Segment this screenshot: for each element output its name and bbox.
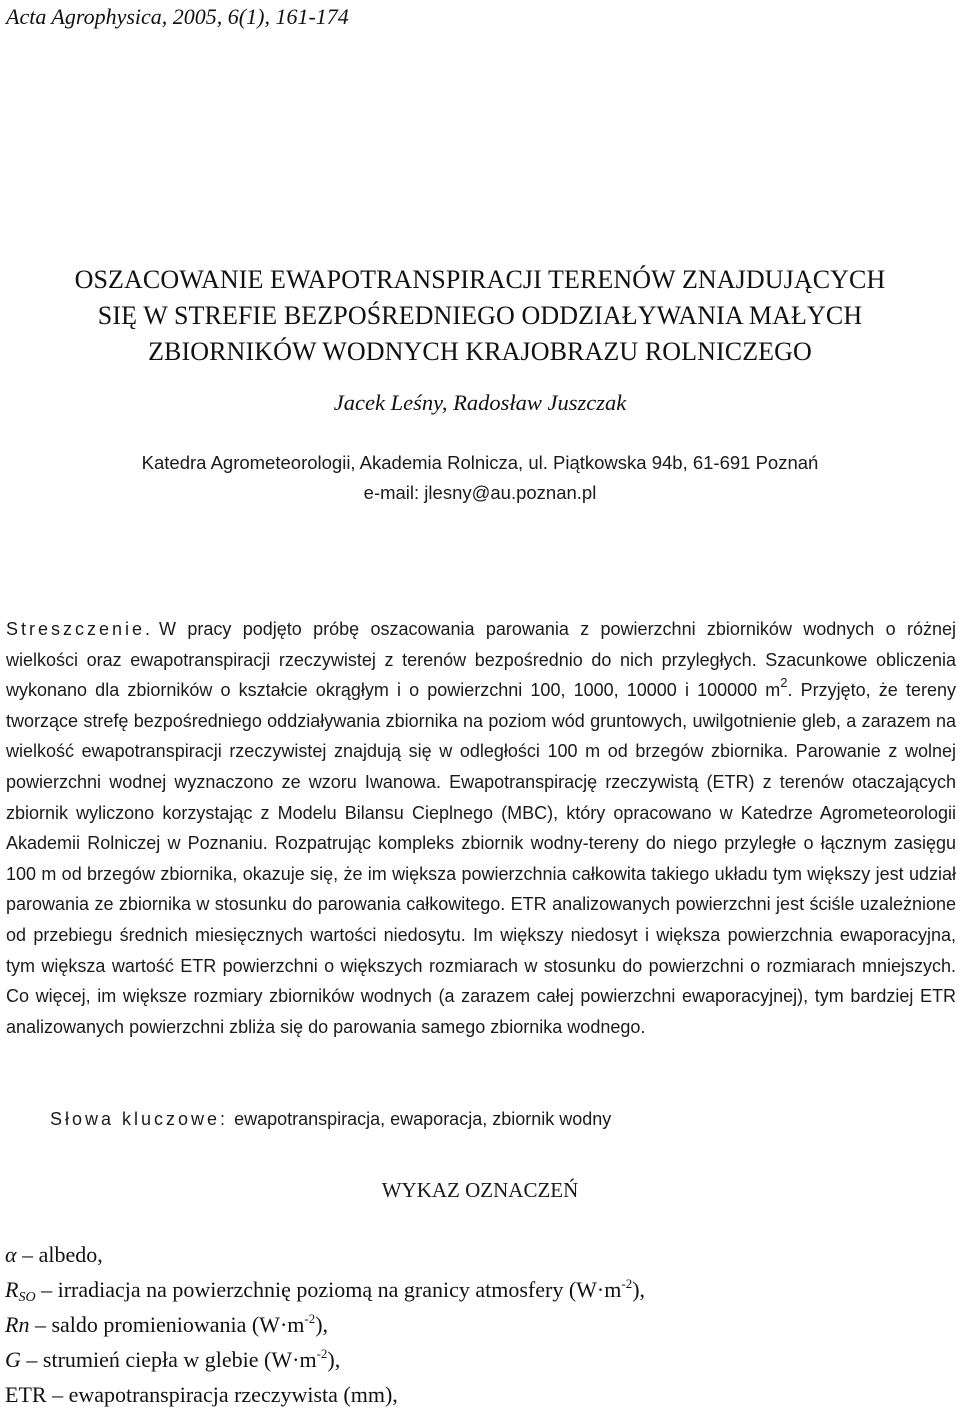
glossary-symbol: Rn xyxy=(5,1312,30,1337)
paper-title xyxy=(0,262,960,370)
glossary-description: – albedo, xyxy=(22,1242,103,1267)
glossary-symbol: R xyxy=(5,1277,19,1302)
glossary-superscript: -2 xyxy=(304,1311,316,1326)
glossary-description: – irradiacja na powierzchnię poziomą na granicy atmosfery (W·m xyxy=(41,1277,622,1302)
abstract-text-part1: W pracy podjęto próbę oszacowania parowania z powierzchni zbiorników wodnych o różnej wielkości oraz ewapotranspiracji rzeczywistej z terenów bezpośrednio do nich przyległych. Szacunkowe obliczenia wykonano dla zbiorników o kształcie okrągłym i o powierzchni 100, 1000, 10000 i 100000 m xyxy=(6,619,956,701)
journal-reference: Acta Agrophysica, 2005, 6(1), 161-174 xyxy=(6,4,349,29)
glossary-symbol: ETR xyxy=(5,1382,47,1407)
glossary-tail: ), xyxy=(315,1312,329,1337)
affiliation-address: Katedra Agrometeorologii, Akademia Rolnicza, ul. Piątkowska 94b, 61-691 Poznań xyxy=(141,452,819,473)
glossary-item xyxy=(5,1307,955,1342)
glossary-symbol: G xyxy=(5,1347,21,1372)
glossary-tail: ), xyxy=(327,1347,341,1372)
glossary-tail: ), xyxy=(632,1277,646,1302)
keywords-text: ewapotranspiracja, ewaporacja, zbiornik wodny xyxy=(234,1109,612,1129)
glossary-description: – strumień ciepła w glebie (W·m xyxy=(26,1347,317,1372)
abstract-heading: Streszczenie. xyxy=(6,619,154,639)
abstract xyxy=(6,614,956,1042)
keywords-heading: Słowa kluczowe: xyxy=(50,1109,229,1129)
glossary-description: – ewapotranspiracja rzeczywista (mm), xyxy=(52,1382,398,1407)
title-line: ZBIORNIKÓW WODNYCH KRAJOBRAZU ROLNICZEGO xyxy=(148,337,812,366)
glossary-item xyxy=(5,1272,955,1307)
abstract-text-part2: . Przyjęto, że tereny tworzące strefę bezpośredniego oddziaływania zbiornika na poziom wód gruntowych, uwilgotnienie gleb, a zarazem na wielkość ewapotranspiracji rzeczywistej znajdują się w odległości 100 m od brzegów zbiornika. Parowanie z wolnej powierzchni wodnej wyznaczono ze wzoru Iwanowa. Ewapotranspirację rzeczywistą (ETR) z terenów otaczających zbiornik wyliczono korzystając z Modelu Bilansu Cieplnego (MBC), który opracowano w Katedrze Agrometeorologii Akademii Rolniczej w Poznaniu. Rozpatrując kompleks zbiornik wodny-tereny do niego przyległe o łącznym zasięgu 100 m od brzegów zbiornika, okazuje się, że im większa powierzchnia całkowita takiego układu tym większy jest udział parowania ze zbiornika w stosunku do parowania całkowitego. ETR analizowanych powierzchni jest ściśle uzależnione od przebiegu średnich miesięcznych wartości niedosytu. Im większy niedosyt i większa powierzchnia ewaporacyjna, tym większa wartość ETR powierzchni o większych rozmiarach w stosunku do powierzchni o rozmiarach mniejszych. Co więcej, im większe rozmiary zbiorników wodnych (a zarazem całej powierzchni ewaporacyjnej), tym bardziej ETR analizowanych powierzchni zbliża się do parowania samego zbiornika wodnego. xyxy=(6,680,956,1037)
affiliation-email: e-mail: jlesny@au.poznan.pl xyxy=(363,482,597,503)
glossary-symbol: α xyxy=(5,1242,17,1267)
title-line: OSZACOWANIE EWAPOTRANSPIRACJI TERENÓW ZNAJDUJĄCYCH xyxy=(74,265,886,294)
glossary-subscript: SO xyxy=(18,1290,36,1305)
glossary-list xyxy=(5,1237,955,1412)
title-line: SIĘ W STREFIE BEZPOŚREDNIEGO ODDZIAŁYWANIA MAŁYCH xyxy=(97,301,863,330)
keywords xyxy=(50,1104,956,1134)
abstract-superscript: 2 xyxy=(780,675,788,691)
glossary-item xyxy=(5,1237,955,1272)
glossary-item xyxy=(5,1377,955,1412)
glossary-superscript: -2 xyxy=(621,1276,633,1291)
glossary-description: – saldo promieniowania (W·m xyxy=(34,1312,305,1337)
glossary-item xyxy=(5,1342,955,1377)
affiliation xyxy=(0,448,960,508)
authors: Jacek Leśny, Radosław Juszczak xyxy=(333,390,627,415)
glossary-superscript: -2 xyxy=(316,1346,328,1361)
glossary-heading: WYKAZ OZNACZEŃ xyxy=(381,1178,579,1202)
